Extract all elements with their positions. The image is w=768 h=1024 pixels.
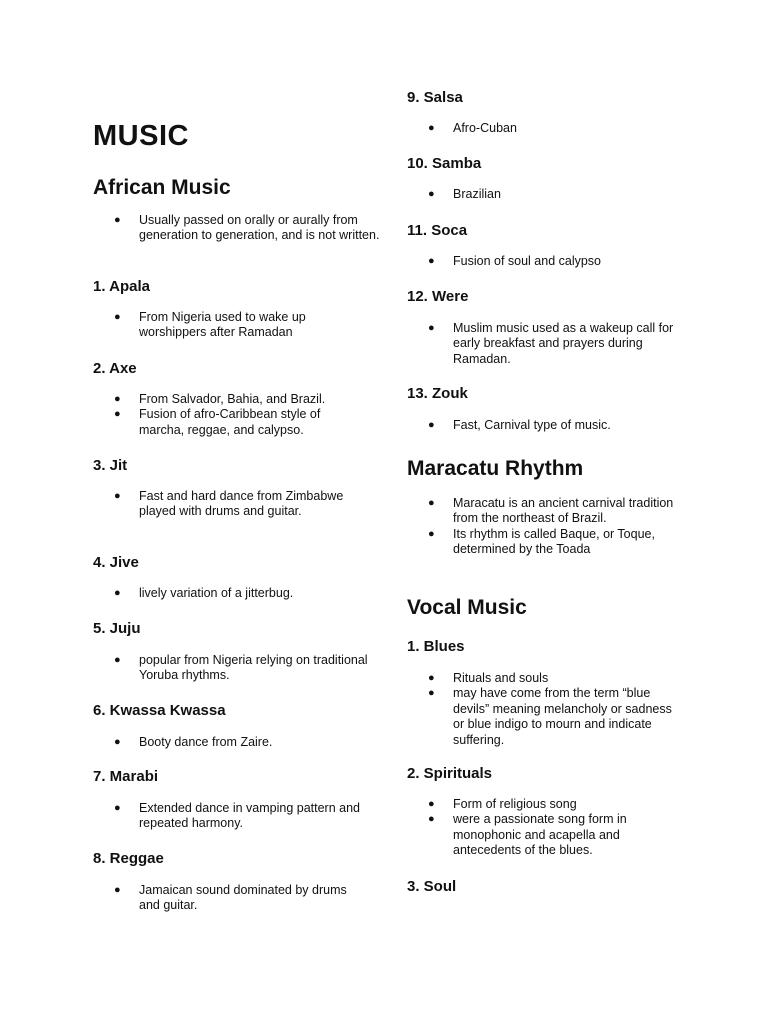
bullet-list-soca (407, 254, 697, 269)
bullet-list-juju (93, 653, 368, 684)
list-item: ● lively variation of a jitterbug. (114, 586, 294, 600)
bullet-icon: ● (428, 527, 435, 540)
bullet-icon: ● (114, 490, 121, 502)
bullet-list-were (407, 321, 682, 367)
bullet-list-apala (93, 310, 353, 341)
section-heading-african-music: African Music (93, 176, 231, 199)
list-item: ● Extended dance in vamping pattern and repeated harmony. (114, 801, 360, 831)
bullet-icon: ● (114, 408, 121, 421)
list-item: ● Muslim music used as a wakeup call for early breakfast and prayers during Ramadan. (428, 321, 674, 366)
item-heading-soca: 11. Soca (407, 222, 468, 239)
bullet-list-jive (93, 586, 383, 601)
bullet-icon: ● (428, 813, 435, 826)
list-item: ● were a passionate song form in monophonic and acapella and antecedents of the blues. (428, 812, 627, 858)
item-heading-jit: 3. Jit (93, 457, 128, 474)
item-heading-samba: 10. Samba (407, 155, 482, 172)
list-item: ● From Salvador, Bahia, and Brazil. (114, 392, 326, 406)
item-heading-were: 12. Were (407, 288, 469, 305)
list-item: ● popular from Nigeria relying on traditional Yoruba rhythms. (114, 653, 368, 683)
bullet-icon: ● (114, 736, 121, 748)
list-item: ● Usually passed on orally or aurally from generation to generation, and is not written. (114, 213, 380, 243)
bullet-icon: ● (114, 884, 121, 896)
bullet-icon: ● (428, 687, 435, 700)
bullet-list-jit (93, 489, 368, 520)
bullet-icon: ● (428, 798, 435, 810)
bullet-icon: ● (428, 122, 435, 134)
item-heading-kwassa-kwassa: 6. Kwassa Kwassa (93, 702, 226, 719)
bullet-list-marabi (93, 801, 363, 832)
list-item: ● Fusion of afro-Caribbean style of marcha, reggae, and calypso. (114, 407, 321, 437)
bullet-icon: ● (114, 393, 121, 405)
bullet-icon: ● (428, 322, 435, 334)
item-heading-reggae: 8. Reggae (93, 850, 164, 867)
list-item: ● Jamaican sound dominated by drums and guitar. (114, 883, 347, 913)
list-item: ● Booty dance from Zaire. (114, 735, 273, 749)
item-heading-juju: 5. Juju (93, 620, 141, 637)
page-title: MUSIC (93, 120, 189, 152)
bullet-list-axe (93, 392, 368, 438)
item-heading-marabi: 7. Marabi (93, 768, 159, 785)
item-heading-jive: 4. Jive (93, 554, 139, 571)
list-item: ● may have come from the term “blue devils” meaning melancholy or sadness or blue indigo to mourn and indicate suffering. (428, 686, 672, 747)
list-item: ● Fusion of soul and calypso (428, 254, 602, 268)
bullet-icon: ● (114, 654, 121, 666)
bullet-icon: ● (114, 802, 121, 814)
bullet-list-zouk (407, 418, 697, 433)
bullet-list-african-intro (93, 213, 383, 244)
item-heading-salsa: 9. Salsa (407, 89, 463, 106)
list-item: ● Maracatu is an ancient carnival tradition from the northeast of Brazil. (428, 496, 674, 526)
bullet-icon: ● (114, 587, 121, 599)
bullet-list-salsa (407, 121, 697, 136)
item-heading-spirituals: 2. Spirituals (407, 765, 493, 782)
list-item: ● Fast and hard dance from Zimbabwe played with drums and guitar. (114, 489, 344, 519)
item-heading-zouk: 13. Zouk (407, 385, 468, 402)
bullet-icon: ● (428, 419, 435, 431)
bullet-list-samba (407, 187, 697, 202)
bullet-list-kwassa-kwassa (93, 735, 383, 750)
list-item: ● Fast, Carnival type of music. (428, 418, 611, 432)
item-heading-axe: 2. Axe (93, 360, 137, 377)
bullet-list-blues (407, 671, 682, 748)
bullet-icon: ● (428, 497, 435, 509)
list-item: ● From Nigeria used to wake up worshippers after Ramadan (114, 310, 306, 340)
bullet-icon: ● (114, 214, 121, 226)
bullet-list-reggae (93, 883, 368, 914)
bullet-icon: ● (114, 311, 121, 323)
list-item: ● Rituals and souls (428, 671, 549, 685)
bullet-list-spirituals (407, 797, 682, 859)
item-heading-blues: 1. Blues (407, 638, 465, 655)
section-heading-vocal-music: Vocal Music (407, 596, 527, 619)
item-heading-soul: 3. Soul (407, 878, 457, 895)
bullet-list-maracatu (407, 496, 682, 558)
list-item: ● Brazilian (428, 187, 501, 201)
item-heading-apala: 1. Apala (93, 278, 150, 295)
list-item: ● Its rhythm is called Baque, or Toque, determined by the Toada (428, 526, 655, 557)
bullet-icon: ● (428, 672, 435, 684)
list-item: ● Afro-Cuban (428, 121, 517, 135)
bullet-icon: ● (428, 188, 435, 200)
bullet-icon: ● (428, 255, 435, 267)
list-item: ● Form of religious song (428, 797, 577, 811)
section-heading-maracatu-rhythm: Maracatu Rhythm (407, 457, 584, 480)
